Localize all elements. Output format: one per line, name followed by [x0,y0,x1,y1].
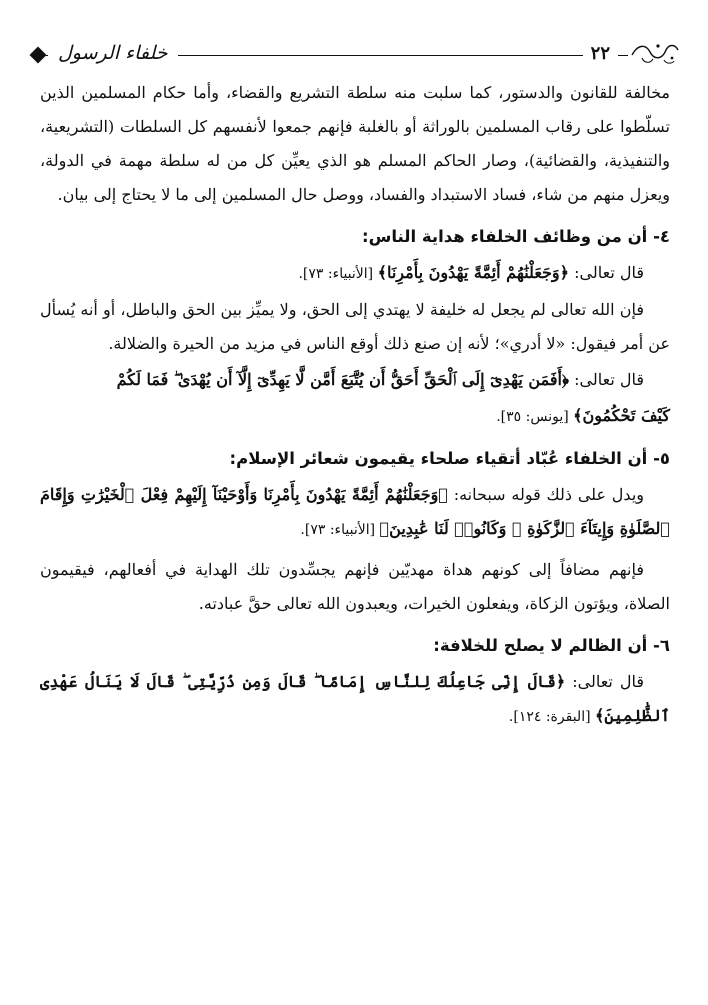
quran-citation-1 [40,256,670,291]
citation-intro: قال تعالى: [565,672,645,691]
quran-verse: ﴿أَفَمَن يَهْدِىٓ إِلَى ٱلْحَقِّ أَحَقُّ أَن يُتَّبَعَ أَمَّن لَّا يَهِدِّىٓ إِلَّآ أَن يُهْدَىٰ ۖ فَمَا لَكُمْ [116,370,570,389]
citation-intro: قال تعالى: [569,370,644,389]
section-heading-5: ٥- أن الخلفاء عُبّاد أتقياء صلحاء يقيمون شعائر الإسلام: [229,449,670,468]
paragraph-3: فإنهم مضافاً إلى كونهم هداة مهديّين فإنهم يجسِّدون تلك الهداية في أفعالهم، فيقيمون الصلاة، ويؤتون الزكاة، ويفعلون الخيرات، ويعبدون الله تعالى حقَّ عبادته. [40,560,670,613]
paragraph-2: فإن الله تعالى لم يجعل له خليفة لا يهتدي إلى الحق، ولا يميِّز بين الحق والباطل، أو أنه يُسأل عن أمر فيقول: «لا أدري»؛ لأنه إن صنع ذلك أوقع الناس في مزيد من الحيرة والضلالة. [40,300,670,353]
verse-reference: [يونس: ٣٥]. [496,409,574,425]
page-number: ٢٢ [583,40,618,68]
diamond-ornament-icon [30,47,47,64]
quran-citation-4 [40,665,670,734]
citation-intro: ويدل على ذلك قوله سبحانه: [447,485,644,504]
quran-verse: ﴿وَجَعَلْنَٰهُمْ أَئِمَّةً يَهْدُونَ بِأَمْرِنَا وَأَوْحَيْنَآ إِلَيْهِمْ فِعْلَ ٱلْخَيْرَٰتِ وَإِقَامَ ٱلصَّلَوٰةِ وَإِيتَآءَ ٱلزَّكَوٰةِ ۖ وَكَانُوا۟ لَنَا عَٰبِدِينَ﴾ [40,485,670,538]
quran-verse: كَيْفَ تَحْكُمُونَ﴾ [573,406,670,425]
section-heading-6: ٦- أن الظالم لا يصلح للخلافة: [433,636,670,655]
quran-verse: ﴿وَجَعَلْنَٰهُمْ أَئِمَّةً يَهْدُونَ بِأَمْرِنَا﴾ [377,263,570,282]
page-content [40,76,670,734]
floral-ornament-icon [628,38,680,68]
verse-reference: [الأنبياء: ٧٣]. [300,522,380,538]
quran-citation-2 [40,363,670,397]
running-title: خلفاء الرسول [48,38,178,68]
verse-reference: [البقرة: ١٢٤]. [508,709,595,725]
section-heading-4: ٤- أن من وظائف الخلفاء هداية الناس: [362,227,670,246]
quran-citation-2-cont [40,399,670,434]
paragraph-1: مخالفة للقانون والدستور، كما سلبت منه سلطة التشريع والقضاء، وأما حكام المسلمين الذين تسلّطوا على رقاب المسلمين بالوراثة أو بالغلبة فإنهم جمعوا لأنفسهم كل السلطات (التشريعية، والتنفيذية، والقضائية)، وصار الحاكم المسلم هو الذي يعيِّن كل من له سلطة مهمة في الدولة، ويعزل منهم من شاء، فساد الاستبداد والفساد، ووصل حال المسلمين إلى ما لا يحتاج إلى بيان. [40,83,670,204]
verse-reference: [الأنبياء: ٧٣]. [298,266,378,282]
quran-verse: ﴿قَالَ إِنِّى جَاعِلُكَ لِلنَّاسِ إِمَامًا ۖ قَالَ وَمِن ذُرِّيَّتِى ۖ قَالَ لَا يَنَالُ عَهْدِى ٱلظَّٰلِمِينَ﴾ [40,672,670,725]
citation-intro: قال تعالى: [569,263,644,282]
page-header [28,38,680,68]
quran-citation-3 [40,478,670,547]
